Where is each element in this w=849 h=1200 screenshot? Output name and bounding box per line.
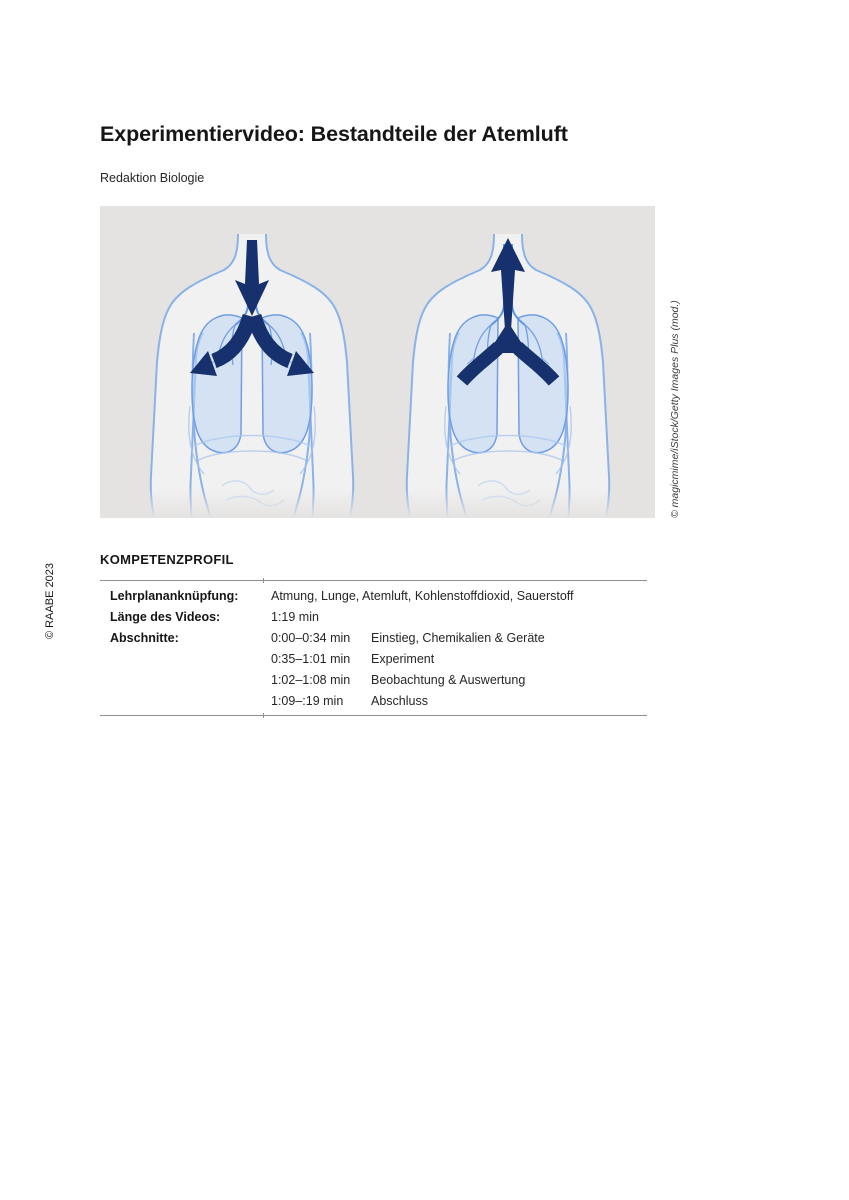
- segment-desc: Abschluss: [371, 694, 428, 708]
- row-label: Länge des Videos:: [110, 610, 221, 624]
- table-row: [100, 628, 647, 649]
- segment-time: 0:35–1:01 min: [271, 652, 351, 666]
- segment-desc: Beobachtung & Auswertung: [371, 673, 526, 687]
- segment-time: 0:00–0:34 min: [271, 631, 351, 645]
- breathing-illustration: [100, 206, 655, 518]
- bottom-fade: [100, 488, 655, 518]
- segment-time: 1:02–1:08 min: [271, 673, 351, 687]
- table-row: [100, 607, 647, 628]
- row-label: Abschnitte:: [110, 631, 179, 645]
- table-row: [100, 670, 647, 691]
- segment-time: 1:09–:19 min: [271, 694, 344, 708]
- row-label: Lehrplananknüpfung:: [110, 589, 239, 603]
- row-value: Atmung, Lunge, Atemluft, Kohlenstoffdioxid, Sauerstoff: [271, 589, 574, 603]
- column-divider-tick-top: [263, 578, 264, 583]
- page-title: Experimentiervideo: Bestandteile der Atemluft: [100, 122, 568, 146]
- lungs-svg: [100, 206, 655, 518]
- raabe-copyright-text: © RAABE 2023: [44, 563, 56, 639]
- inhale-figure: [151, 234, 354, 518]
- row-label: [100, 691, 271, 712]
- row-label: [100, 649, 271, 670]
- row-label: [100, 670, 271, 691]
- table-row: [100, 586, 647, 607]
- segment-desc: Experiment: [371, 652, 435, 666]
- kompetenzprofil-table: [100, 580, 647, 716]
- table-row: [100, 691, 647, 712]
- table-row: [100, 649, 647, 670]
- image-credit-text: © magicmime/iStock/Getty Images Plus (mod.): [669, 300, 681, 518]
- kompetenzprofil-heading: KOMPETENZPROFIL: [100, 552, 234, 567]
- column-divider-tick-bottom: [263, 713, 264, 718]
- segment-desc: Einstieg, Chemikalien & Geräte: [371, 631, 545, 645]
- row-value: 1:19 min: [271, 610, 319, 624]
- exhale-figure: [407, 234, 610, 518]
- page-subtitle: Redaktion Biologie: [100, 171, 205, 185]
